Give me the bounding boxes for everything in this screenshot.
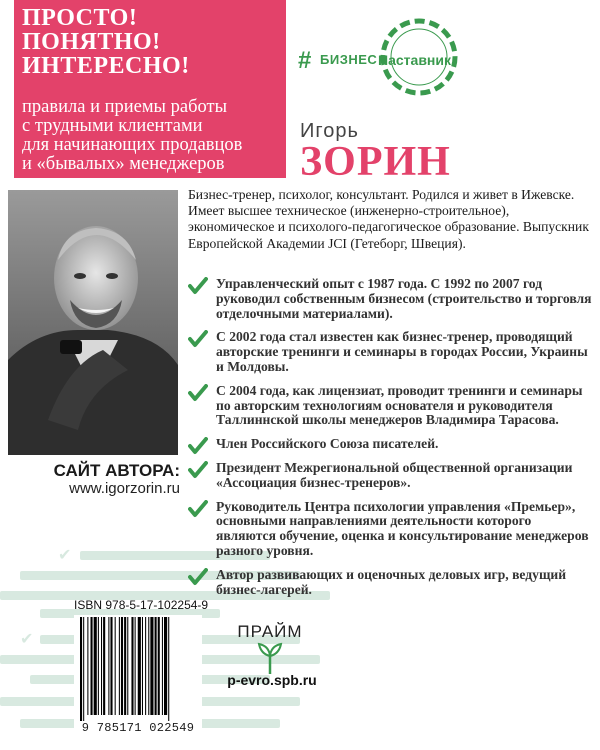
series-word-business: БИЗНЕС: [320, 52, 378, 67]
tagline-line: для начинающих продавцов: [22, 135, 243, 155]
barcode-bar: [168, 617, 169, 721]
tagline-line: правила и приемы работы: [22, 97, 228, 117]
hash-mark: #: [298, 47, 312, 74]
list-item: [188, 461, 593, 491]
check-icon: [188, 500, 208, 518]
list-item-text: Руководитель Центра психологии управления «Премьер», основными направлениями деятельности которого являются обучение, оценка и консультирование менеджеров разного уровня.: [216, 498, 589, 558]
list-item-text: Президент Межрегиональной общественной организации «Ассоциация бизнес-тренеров».: [216, 459, 573, 490]
sprout-icon: [255, 640, 285, 674]
barcode-bar: [119, 617, 120, 715]
list-item: [188, 277, 593, 321]
author-site-link[interactable]: www.igorzorin.ru: [69, 480, 180, 497]
list-item-text: С 2002 года стал известен как бизнес-тренер, проводящий авторские тренинги и семинары в городах России, Украины и Молдовы.: [216, 329, 588, 374]
barcode-bar: [87, 617, 88, 715]
barcode-digits: 9 785171 022549: [81, 721, 195, 735]
headline-line: ПРОСТО!: [22, 5, 138, 31]
barcode-bar: [80, 617, 82, 721]
barcode-bar: [142, 617, 143, 715]
check-icon: [188, 568, 208, 586]
list-item: [188, 330, 593, 374]
list-item: [188, 568, 593, 598]
author-photo: [8, 190, 178, 455]
tagline-line: и «бывалых» менеджеров: [22, 154, 225, 174]
check-icon: [188, 277, 208, 295]
barcode-bar: [110, 617, 112, 715]
barcode-bar: [94, 617, 97, 715]
list-item-text: Управленческий опыт с 1987 года. С 1992 по 2007 год руководил собственным бизнесом (строительство и торговля отделочными материалами).: [216, 276, 592, 321]
barcode-bar: [91, 617, 93, 715]
check-icon: [188, 461, 208, 479]
barcode-bar: [101, 617, 102, 715]
barcode-bar: [131, 617, 133, 715]
watermark-check-icon: ✔: [58, 545, 72, 564]
barcode-bar: [148, 617, 149, 715]
barcode-bar: [150, 617, 153, 715]
barcode-bar: [145, 617, 146, 715]
list-item: [188, 437, 593, 452]
list-item-text: Член Российского Союза писателей.: [216, 436, 439, 452]
headline-line: ПОНЯТНО!: [22, 29, 161, 55]
barcode-bar: [127, 617, 128, 715]
check-icon: [188, 330, 208, 348]
portrait-image: [8, 190, 178, 455]
author-first-name: Игорь: [300, 120, 359, 142]
check-icon: [188, 384, 208, 402]
barcode-bar: [162, 617, 163, 715]
author-bio: Бизнес-тренер, психолог, консультант. Родился и живет в Ижевске. Имеет высшее техническое (инженерно-строительное), экономическое и психолого-педагогическое образование. Выпускник Европейской Академии JCI (Гетеборг, Швеция).: [188, 187, 589, 251]
list-item: [188, 384, 593, 428]
barcode-bar: [155, 617, 157, 715]
barcode-bar: [108, 617, 109, 715]
barcode-bar: [103, 617, 105, 715]
tagline-line: с трудными клиентами: [22, 116, 203, 136]
barcode-bar: [121, 617, 123, 715]
watermark-check-icon: ✔: [20, 629, 34, 648]
series-logo: [298, 14, 588, 109]
barcode-bar: [98, 617, 99, 715]
list-item-text: Автор развивающих и оценочных деловых игр, ведущий бизнес-лагерей.: [216, 566, 567, 597]
isbn: ISBN 978-5-17-102254-9: [74, 598, 209, 612]
barcode-bar: [115, 617, 116, 715]
barcode-bar: [124, 617, 126, 715]
publisher-name: ПРАЙМ: [237, 622, 303, 641]
author-last-name: ЗОРИН: [300, 139, 451, 185]
tagline: [22, 98, 284, 174]
headline: [22, 6, 282, 78]
check-icon: [188, 437, 208, 455]
barcode-bar: [135, 617, 136, 715]
author-site-label: САЙТ АВТОРА:: [53, 461, 180, 480]
list-item-text: С 2004 года, как лицензиат, проводит тренинги и семинары по авторским технологиям основателя и руководителя Таллиннской школы менеджеров Владимира Тарасова.: [216, 382, 583, 428]
barcode-bar: [138, 617, 141, 715]
headline-line: ИНТЕРЕСНО!: [22, 53, 190, 79]
barcode-bar: [158, 617, 160, 715]
barcode-bar: [164, 617, 167, 715]
barcode-bar: [83, 617, 84, 721]
list-item: [188, 500, 593, 559]
publisher-link[interactable]: p-evro.spb.ru: [227, 672, 317, 688]
barcode-bars: [74, 615, 202, 721]
achievements-list: [188, 277, 593, 606]
series-word-mentor: Наставник: [378, 52, 452, 68]
barcode: [74, 615, 202, 743]
